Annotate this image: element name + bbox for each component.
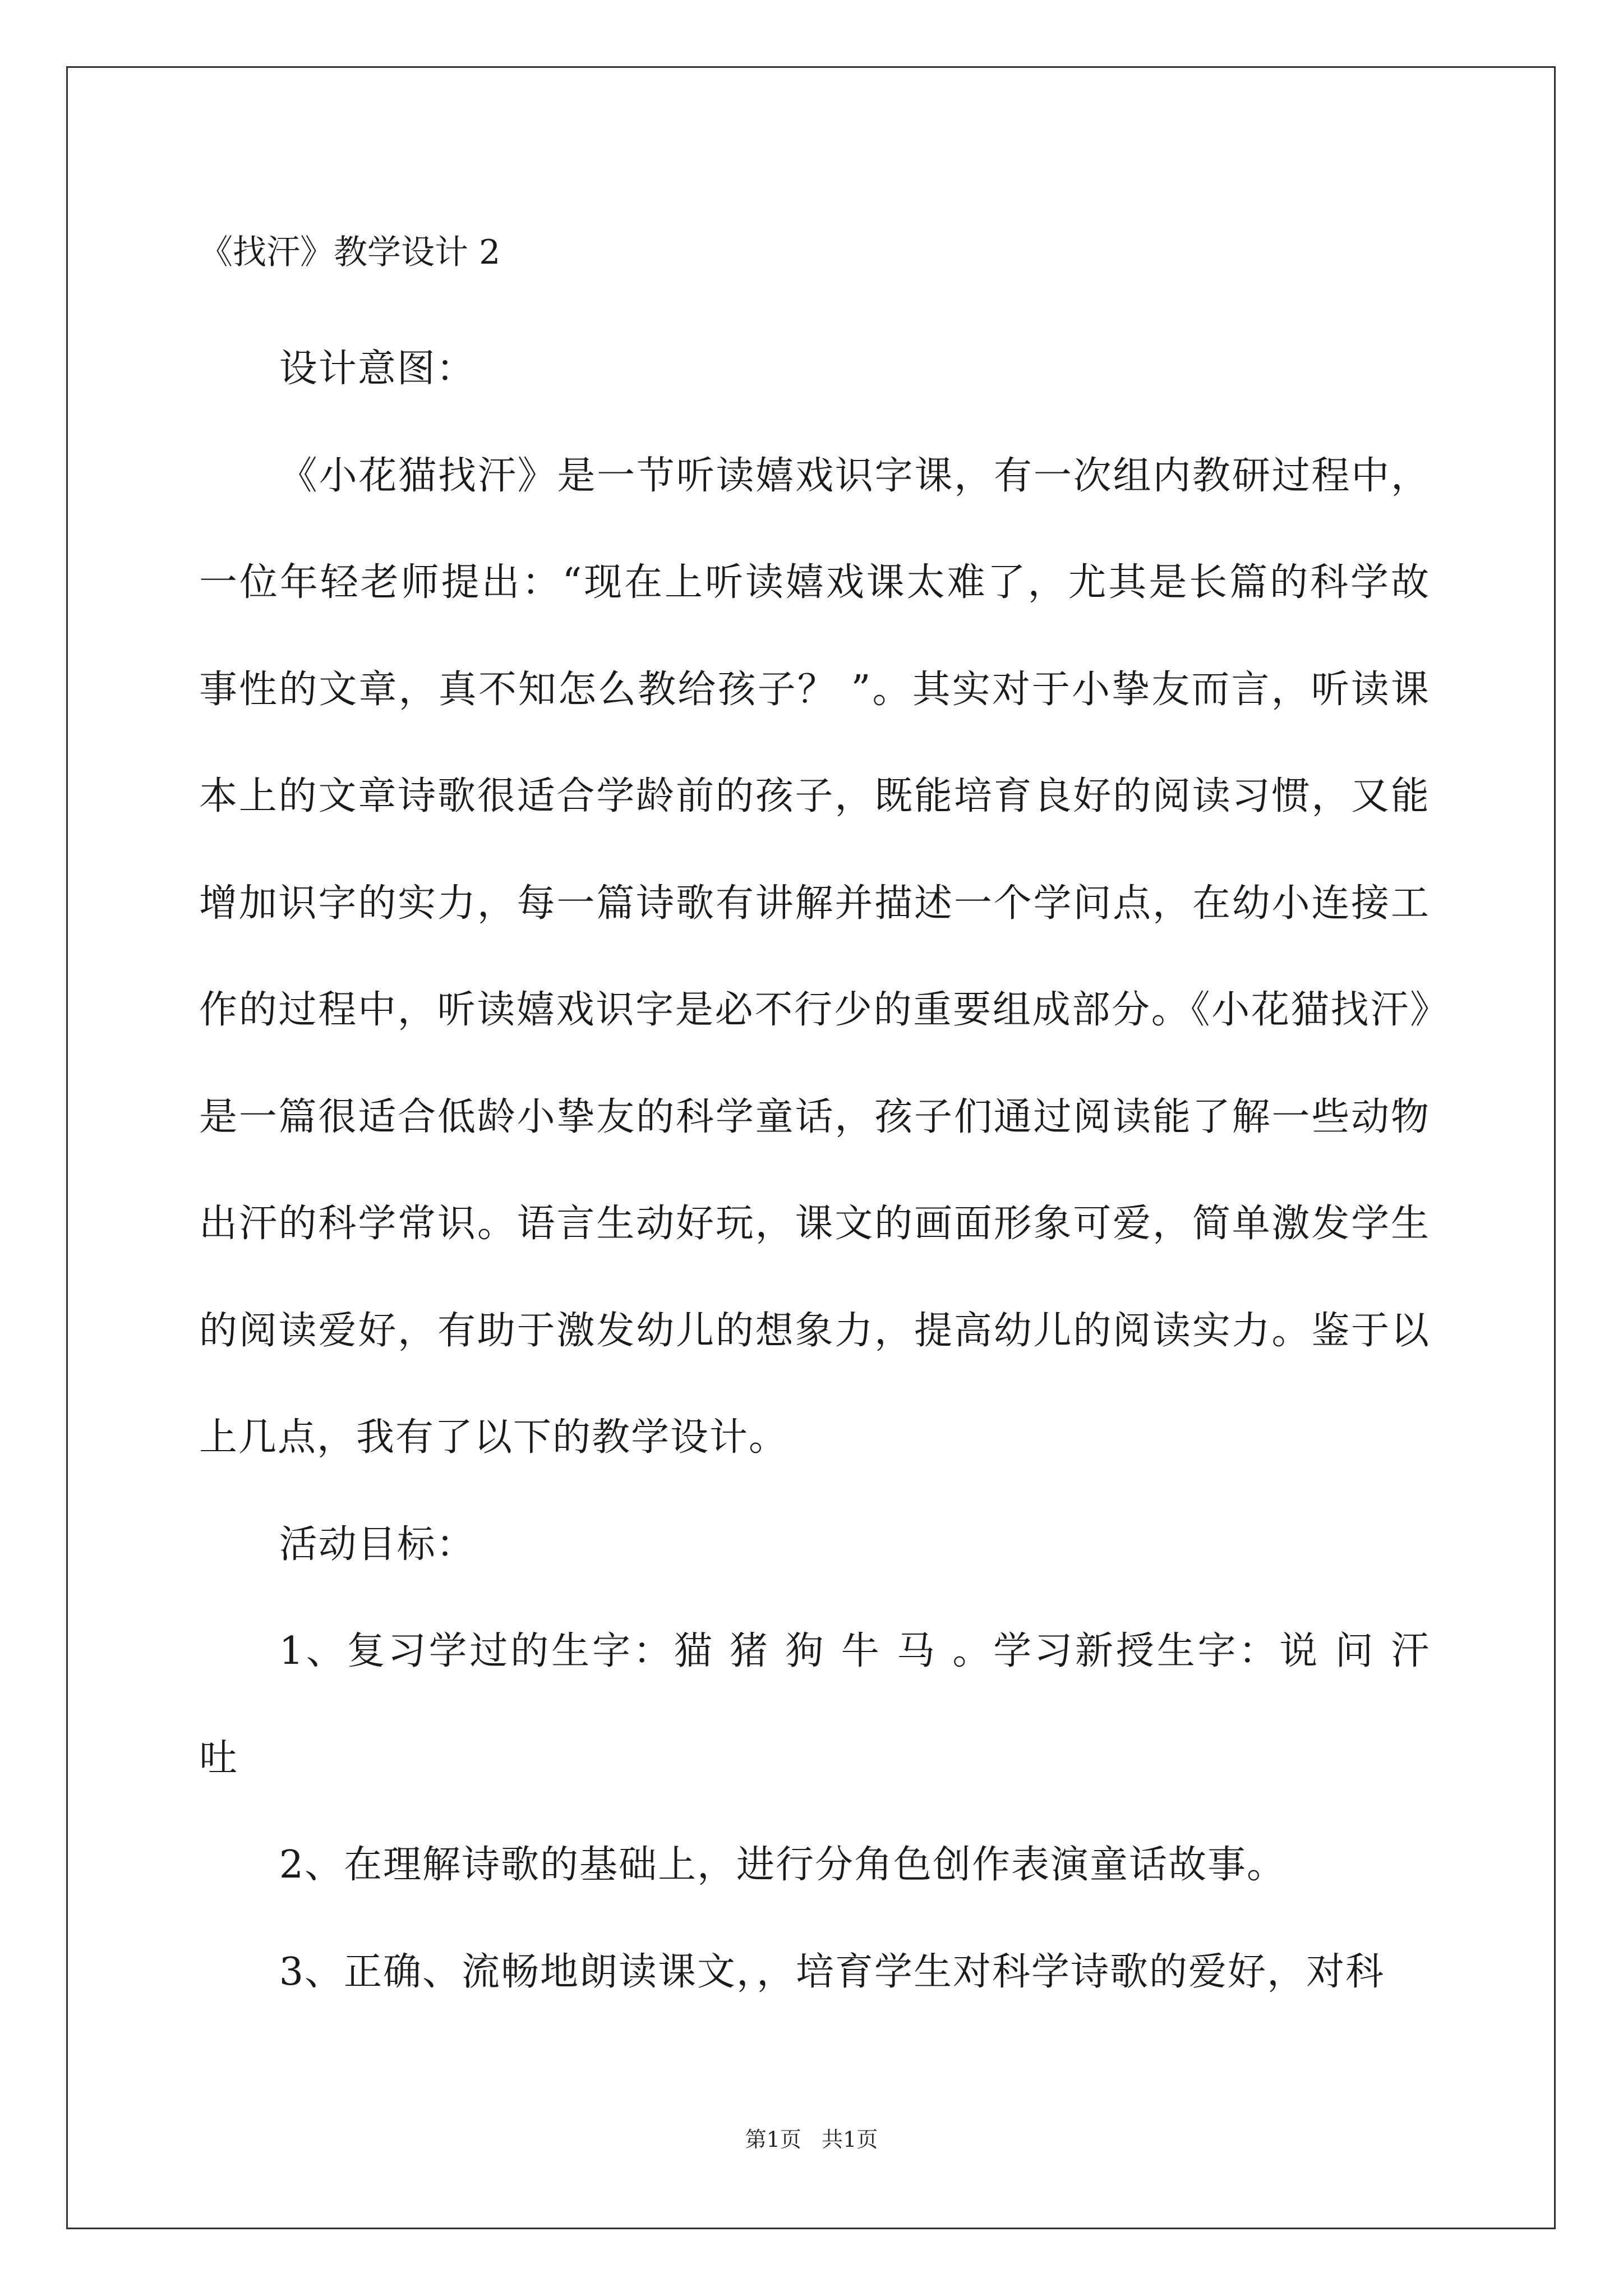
paragraph-design-intent-heading: 设计意图： [279,347,476,391]
paragraph-goal-3: 3、正确、流畅地朗读课文，，培育学生对科学诗歌的爱好，对科 [279,1949,1385,1994]
paragraph-activity-goals-heading: 活动目标： [279,1522,476,1567]
paragraph-goal-2: 2、在理解诗歌的基础上，进行分角色创作表演童话故事。 [279,1843,1287,1887]
document-title: 《找汗》教学设计 2 [199,233,501,272]
page-footer: 第1页 共1页 [745,2127,878,2152]
paragraph-goal-1: 1、复习学过的生字：猫 猪 狗 牛 马 。学习新授生字：说 问 汗 吐 [199,1629,1430,1780]
document-body [199,222,1430,2026]
paragraph-design-intent-body: 《小花猫找汗》是一节听读嬉戏识字课，有一次组内教研过程中，一位年轻老师提出：“现在上听读嬉戏课太难了，尤其是长篇的科学故事性的文章，真不知怎么教给孩子？ ”。其实对于小挚友而言，听读课本上的文章诗歌很适合学龄前的孩子，既能培育良好的阅读习惯，又能增加识字的实力，每一篇诗歌有讲解并描述一个学问点，在幼小连接工作的过程中，听读嬉戏识字是必不行少的重要组成部分。《小花猫找汗》是一篇很适合低龄小挚友的科学童话，孩子们通过阅读能了解一些动物出汗的科学常识。语言生动好玩，课文的画面形象可爱，简单激发学生的阅读爱好，有助于激发幼儿的想象力，提高幼儿的阅读实力。鉴于以上几点，我有了以下的教学设计。 [199,453,1430,1460]
